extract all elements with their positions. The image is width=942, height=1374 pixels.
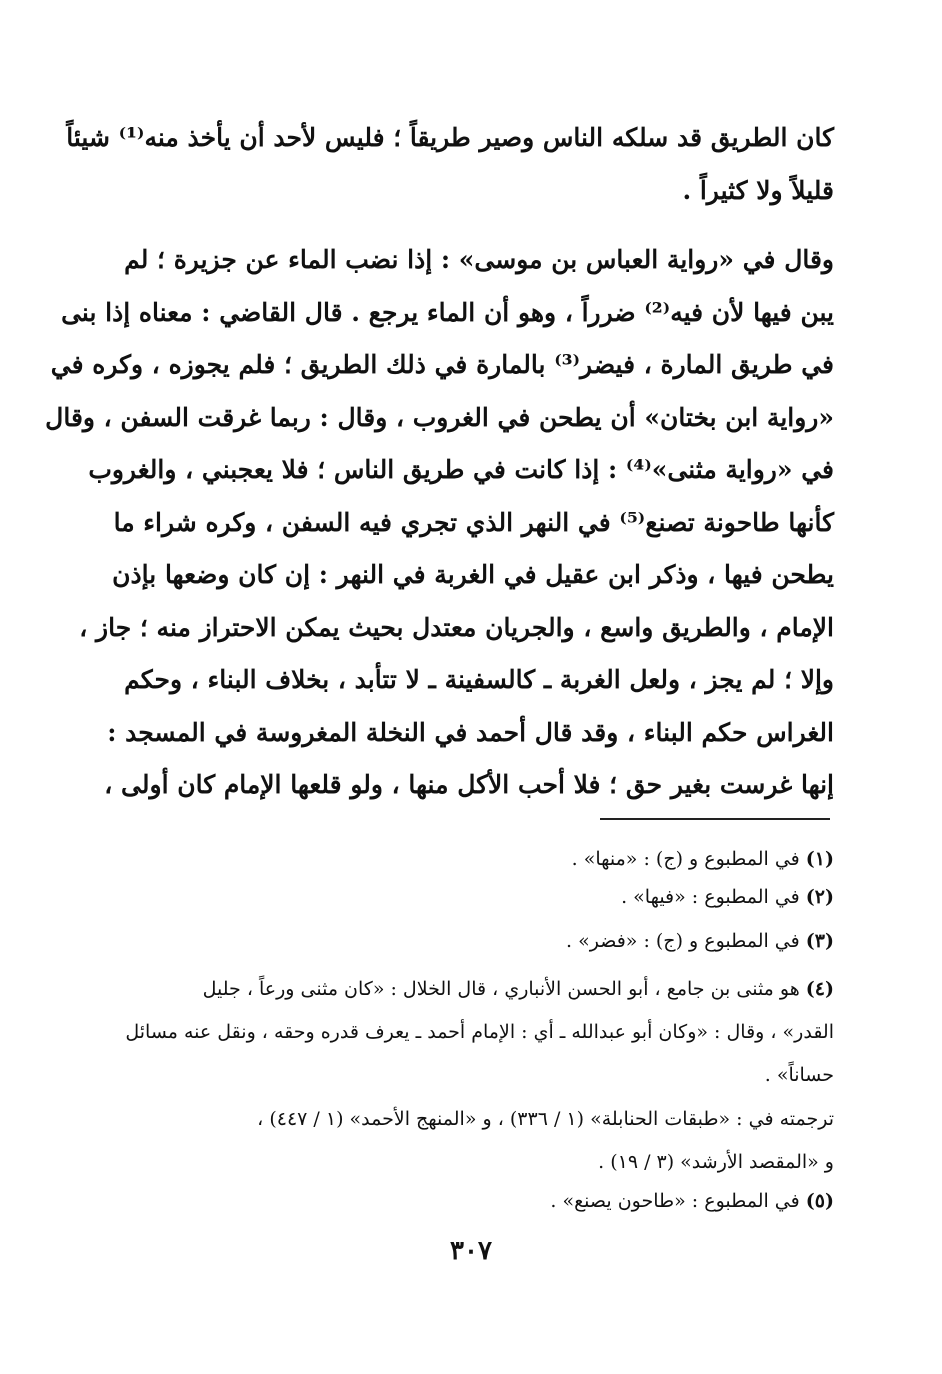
text-line: وقال في «رواية العباس بن موسى» : إذا نضب الماء عن جزيرة ؛ لم — [124, 245, 834, 274]
text-line: في «رواية مثنى»⁽⁴⁾ : إذا كانت في طريق الناس ؛ فلا يعجبني ، والغروب — [88, 455, 834, 484]
footnote-divider — [600, 818, 830, 820]
footnote-text: في المطبوع : «فيها» . — [621, 886, 800, 908]
text-line: كأنها طاحونة تصنع⁽⁵⁾ في النهر الذي تجري فيه السفن ، وكره شراء ما — [113, 507, 834, 537]
text-line: قليلاً ولا كثيراً . — [682, 175, 834, 205]
text-line: في طريق المارة ، فيضر⁽³⁾ بالمارة في ذلك الطريق ؛ فلم يجوزه ، وكره في — [50, 350, 834, 379]
footnote-text: في المطبوع و (ج) : «منها» . — [571, 848, 800, 870]
footnote-4 — [108, 968, 834, 1097]
footnote-number: (٢) — [805, 886, 834, 908]
text-line: كان الطريق قد سلكه الناس وصير طريقاً ؛ فليس لأحد أن يأخذ منه⁽¹⁾ شيئاً — [66, 123, 834, 152]
footnote-1 — [108, 843, 834, 876]
footnote-number: (٤) — [805, 978, 834, 1000]
footnote-text: ترجمته في : «طبقات الحنابلة» (١ / ٣٣٦) ، و «المنهج الأحمد» (١ / ٤٤٧) ، — [257, 1108, 834, 1130]
text-line: «رواية ابن بختان» أن يطحن في الغروب ، وقال : ربما غرقت السفن ، وقال — [45, 402, 834, 432]
footnote-text: حساناً» . — [764, 1064, 834, 1086]
text-line: يبن فيها لأن فيه⁽²⁾ ضرراً ، وهو أن الماء يرجع . قال القاضي : معناه إذا بنى — [61, 297, 834, 327]
footnote-number: (٣) — [805, 930, 834, 952]
footnote-text: هو مثنى بن جامع ، أبو الحسن الأنباري ، قال الخلال : «كان مثنى ورعاً ، جليل — [202, 978, 800, 1000]
footnote-number: (١) — [805, 848, 834, 870]
text-line: وإلا ؛ لم يجز ، ولعل الغربة ـ كالسفينة ـ لا تتأبد ، بخلاف البناء ، وحكم — [124, 665, 834, 694]
footnote-4-biography — [108, 1098, 834, 1184]
text-line: يطحن فيها ، وذكر ابن عقيل في الغربة في النهر : إن كان وضعها بإذن — [112, 560, 834, 589]
main-paragraph-1 — [66, 112, 834, 217]
footnote-text: في المطبوع و (ج) : «فضر» . — [566, 930, 800, 952]
footnote-number: (٥) — [805, 1190, 834, 1212]
footnote-2 — [108, 881, 834, 914]
footnote-5 — [108, 1185, 834, 1218]
footnote-text: في المطبوع : «طاحون يصنع» . — [550, 1190, 800, 1212]
text-line: الإمام ، والطريق واسع ، والجريان معتدل بحيث يمكن الاحتراز منه ؛ جاز ، — [79, 612, 834, 642]
footnote-3 — [108, 925, 834, 958]
text-line: إنها غرست بغير حق ؛ فلا أحب الأكل منها ، ولو قلعها الإمام كان أولى ، — [104, 770, 834, 799]
page-number: ٣٠٧ — [450, 1236, 492, 1266]
footnote-text: و «المقصد الأرشد» (٣ / ١٩) . — [598, 1151, 834, 1173]
text-line: الغراس حكم البناء ، وقد قال أحمد في النخلة المغروسة في المسجد : — [107, 717, 834, 747]
footnote-text: القدر» ، وقال : «وكان أبو عبدالله ـ أي : الإمام أحمد ـ يعرف قدره وحقه ، ونقل عنه مسائل — [125, 1021, 834, 1043]
main-paragraph-2 — [45, 234, 834, 812]
